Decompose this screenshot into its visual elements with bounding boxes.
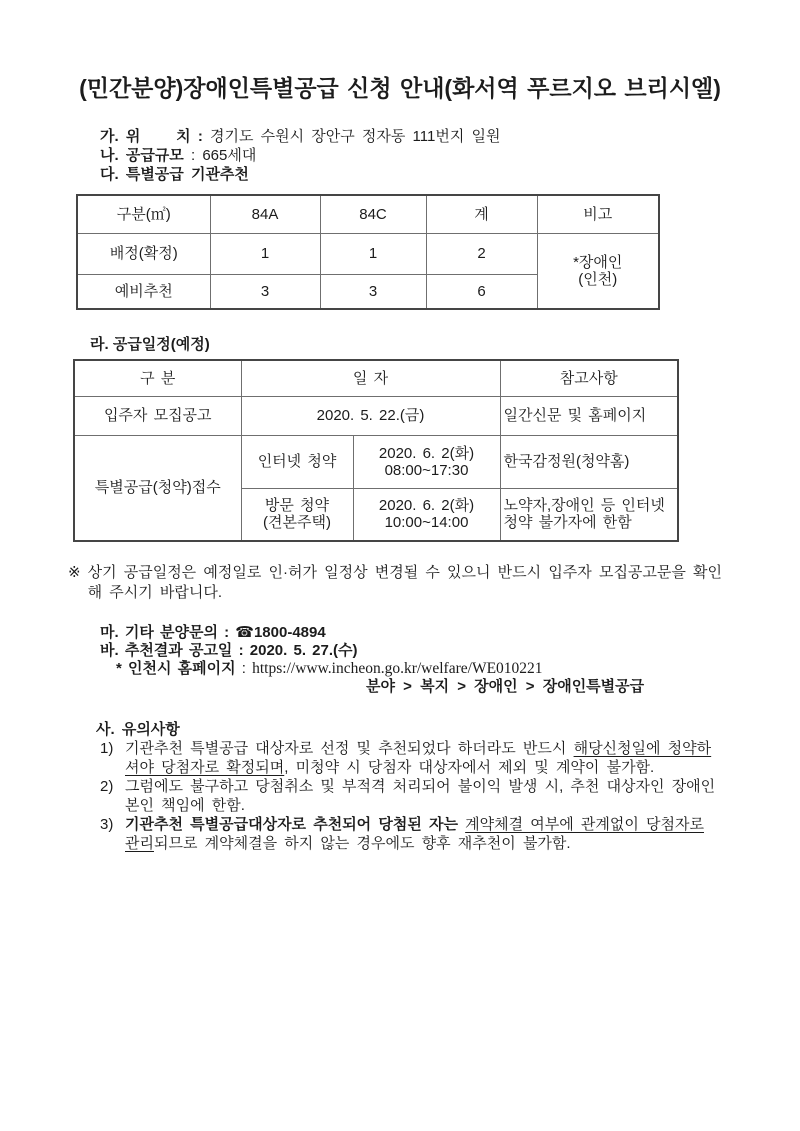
schedule-table [73, 359, 679, 542]
cell-visit-label [241, 488, 353, 541]
internet-date-line1: 2020. 6. 2(화) [378, 444, 475, 462]
notice-text: 그럼에도 불구하고 당첨취소 및 부적격 처리되어 불이익 발생 시, 추천 대상자인 장애인 본인 책임에 한함. [125, 778, 716, 814]
notices-heading: 사. 유의사항 [96, 721, 180, 738]
notices-section [96, 720, 800, 853]
cell-confirmed-84c: 1 [320, 233, 426, 274]
schedule-heading: 라. 공급일정(예정) [90, 336, 210, 353]
col-header-type: 구분(㎡) [77, 195, 210, 233]
breadcrumb: 분야 > 복지 > 장애인 > 장애인특별공급 [366, 678, 645, 695]
info-line-location [100, 127, 800, 146]
row-label-reserve: 예비추천 [77, 274, 210, 309]
notice-text [125, 739, 725, 777]
info-value-scale: 665세대 [202, 147, 257, 164]
visit-label-line1: 방문 청약 [264, 497, 330, 515]
notice-1-seg3: , 미청약 시 당첨자 대상자에서 제외 및 계약이 불가함. [284, 759, 655, 776]
schedule-row-internet [74, 435, 678, 488]
col-header-84c: 84C [320, 195, 426, 233]
cell-internet-label: 인터넷 청약 [241, 435, 353, 488]
cell-reserve-total: 6 [426, 274, 537, 309]
cell-visit-date [353, 488, 500, 541]
info-value-location: 경기도 수원시 장안구 정자동 111번지 일원 [210, 128, 501, 145]
cell-group-label: 특별공급(청약)접수 [74, 435, 241, 541]
info-sep: : [183, 147, 203, 164]
document-title: (민간분양)장애인특별공급 신청 안내(화서역 푸르지오 브리시엘) [79, 75, 721, 101]
result-date: 2020. 5. 27.(수) [249, 642, 358, 659]
contact-sep: : [217, 624, 236, 641]
col-header-category: 구 분 [74, 360, 241, 396]
col-header-total: 계 [426, 195, 537, 233]
notice-item-2 [100, 777, 800, 815]
notice-1-seg1: 기관추천 특별공급 대상자로 선정 및 추천되었다 하더라도 반드시 [125, 740, 574, 757]
cell-confirmed-total: 2 [426, 233, 537, 274]
col-header-date: 일 자 [241, 360, 500, 396]
cell-visit-note: 노약자,장애인 등 인터넷 청약 불가자에 한함 [500, 488, 678, 541]
notice-text [125, 815, 725, 853]
col-header-84a: 84A [210, 195, 320, 233]
info-line-recommendation [100, 165, 800, 184]
contact-section [100, 624, 800, 696]
reference-mark: ※ [68, 564, 81, 581]
contact-sep: : [235, 660, 253, 677]
remark-line2: (인천) [578, 270, 618, 288]
notice-number: 1) [100, 740, 114, 757]
col-header-remark: 비고 [537, 195, 659, 233]
homepage-label: * 인천시 홈페이지 [116, 660, 236, 677]
caution-note [68, 563, 733, 603]
notice-item-1 [100, 739, 800, 777]
cell-internet-date [353, 435, 500, 488]
visit-date-line2: 10:00~14:00 [384, 514, 469, 532]
cell-announcement-note: 일간신문 및 홈페이지 [500, 396, 678, 435]
cell-confirmed-84a: 1 [210, 233, 320, 274]
info-line-scale [100, 146, 800, 165]
notice-1-underlined: 해당신청일에 청약하셔야 당첨자로 확정되며 [125, 740, 712, 776]
remark-line1: *장애인 [573, 253, 623, 271]
row-label-confirmed: 배정(확정) [77, 233, 210, 274]
visit-label-line2: (견본주택) [263, 514, 331, 532]
info-label-location: 가. 위 치 [100, 128, 191, 145]
cell-announcement-date: 2020. 5. 22.(금) [241, 396, 500, 435]
notice-number: 2) [100, 778, 114, 795]
homepage-url: https://www.incheon.go.kr/welfare/WE010221 [252, 660, 543, 677]
cell-announcement-label: 입주자 모집공고 [74, 396, 241, 435]
allocation-header-row [77, 195, 659, 233]
notice-3-underlined: 계약체결 여부에 관계없이 당첨자로 관리 [125, 816, 704, 852]
remark-cell [537, 233, 659, 309]
contact-line-result [100, 642, 800, 660]
schedule-row-announcement [74, 396, 678, 435]
visit-date-line1: 2020. 6. 2(화) [378, 497, 475, 515]
contact-sep: : [232, 642, 250, 659]
notice-item-3 [100, 815, 800, 853]
contact-line-phone [100, 624, 800, 642]
allocation-row-confirmed [77, 233, 659, 274]
info-label-scale: 나. 공급규모 [100, 147, 184, 164]
cell-internet-note: 한국감정원(청약홈) [500, 435, 678, 488]
basic-info-section [100, 127, 800, 184]
phone-label: 마. 기타 분양문의 [100, 624, 218, 641]
internet-date-line2: 08:00~17:30 [384, 461, 469, 479]
result-label: 바. 추천결과 공고일 [100, 642, 233, 659]
col-header-reference: 참고사항 [500, 360, 678, 396]
info-label-recommendation: 다. 특별공급 기관추천 [100, 166, 249, 183]
notice-3-seg3: 되므로 계약체결을 하지 않는 경우에도 향후 재추천이 불가함. [153, 835, 571, 852]
cell-reserve-84a: 3 [210, 274, 320, 309]
caution-text: 상기 공급일정은 예정일로 인·허가 일정상 변경될 수 있으니 반드시 입주자 모집공고문을 확인해 주시기 바랍니다. [87, 564, 723, 601]
cell-reserve-84c: 3 [320, 274, 426, 309]
notice-3-bold: 기관추천 특별공급대상자로 추천되어 당첨된 자는 [125, 816, 466, 833]
phone-number: ☎1800-4894 [235, 624, 326, 641]
allocation-table [76, 194, 660, 310]
contact-line-homepage [116, 660, 800, 678]
schedule-header-row [74, 360, 678, 396]
notice-number: 3) [100, 816, 114, 833]
info-sep: : [190, 128, 210, 145]
